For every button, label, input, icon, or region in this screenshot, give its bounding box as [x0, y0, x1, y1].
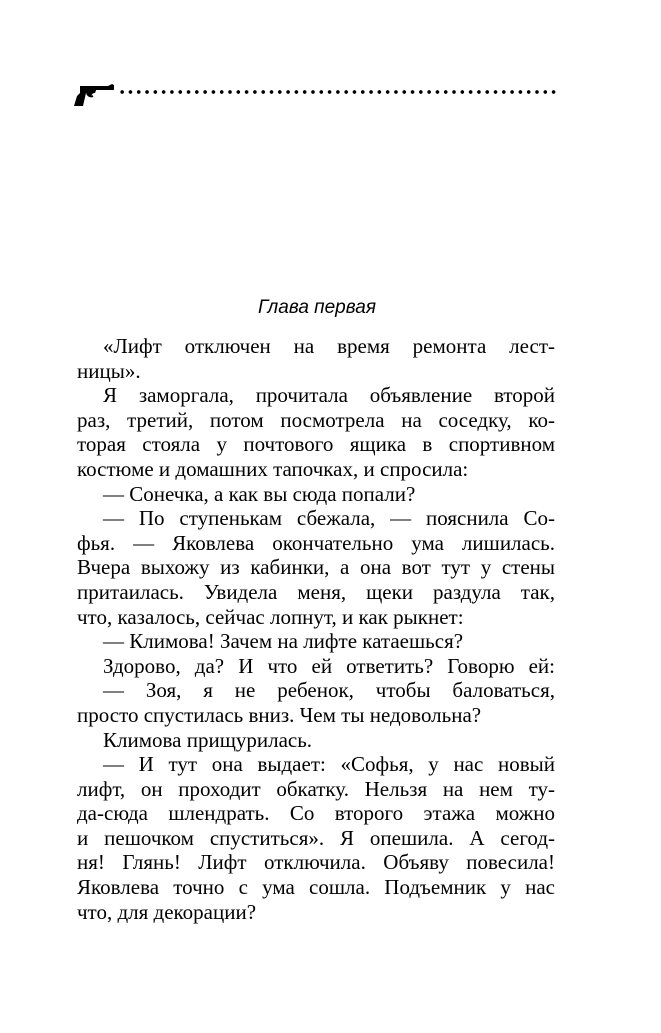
- text-line: просто спустилась вниз. Чем ты недовольна?: [77, 702, 482, 727]
- text-line: что, для декорации?: [77, 899, 257, 924]
- text-line: — По ступенькам сбежала, — пояснила Со-: [103, 506, 555, 531]
- text-line: Здорово, да? И что ей ответить? Говорю ей:: [103, 653, 555, 678]
- revolver-icon: [72, 84, 116, 108]
- text-line: и пешочком спуститься». Я опешила. А сегод-: [77, 825, 555, 850]
- text-line: раз, третий, потом посмотрела на соседку, ко-: [77, 407, 555, 432]
- text-line: да-сюда шлендрать. Со второго этажа можно: [77, 801, 555, 826]
- text-line: Вчера выхожу из кабинки, а она вот тут у стены: [77, 555, 555, 580]
- text-line: Климова прищурилась.: [103, 727, 313, 752]
- dotted-rule: [118, 89, 558, 95]
- text-line: «Лифт отключен на время ремонта лест-: [103, 334, 555, 358]
- text-line: — И тут она выдает: «Софья, у нас новый: [103, 752, 555, 777]
- text-line: — Зоя, я не ребенок, чтобы баловаться,: [103, 678, 555, 703]
- text-line: ня! Глянь! Лифт отключила. Объяву повесила!: [77, 850, 555, 875]
- text-line: что, казалось, сейчас лопнут, и как рыкнет:: [77, 604, 464, 629]
- page-header: [72, 82, 562, 112]
- text-line: Яковлева точно с ума сошла. Подъемник у нас: [77, 875, 555, 900]
- text-line: Я заморгала, прочитала объявление второй: [103, 383, 555, 408]
- text-line: ницы».: [77, 358, 141, 383]
- chapter-title: Глава первая: [258, 297, 376, 318]
- text-line: — Климова! Зачем на лифте катаешься?: [103, 629, 464, 654]
- text-line: притаилась. Увидела меня, щеки раздула так,: [77, 579, 555, 604]
- text-line: лифт, он проходит обкатку. Нельзя на нем ту-: [77, 776, 555, 801]
- text-line: костюме и домашних тапочках, и спросила:: [77, 456, 469, 481]
- text-line: — Сонечка, а как вы сюда попали?: [103, 481, 416, 506]
- text-line: фья. — Яковлева окончательно ума лишилась.: [77, 530, 555, 555]
- body-text: [77, 334, 555, 924]
- text-line: торая стояла у почтового ящика в спортивном: [77, 432, 555, 457]
